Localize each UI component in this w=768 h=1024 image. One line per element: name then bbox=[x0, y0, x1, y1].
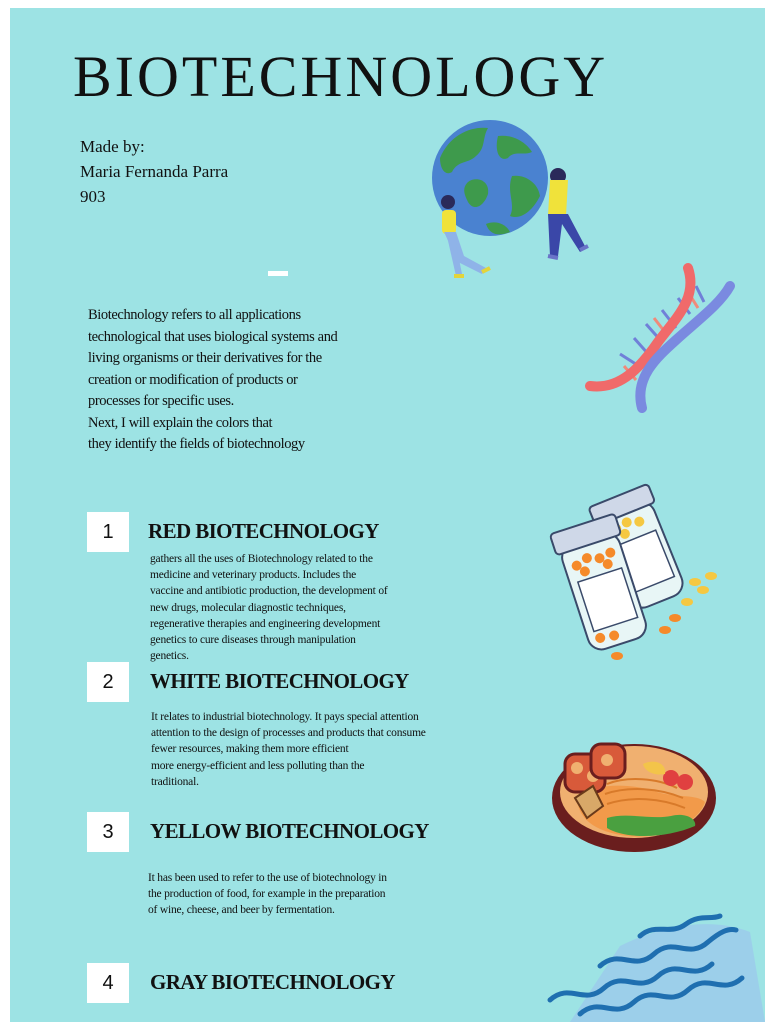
made-by-label: Made by: bbox=[80, 137, 145, 156]
poster bbox=[10, 8, 765, 1022]
section-line: of wine, cheese, and beer by fermentation. bbox=[148, 904, 335, 917]
section-line: genetics to cure diseases through manipulation bbox=[150, 634, 356, 647]
section-line: It has been used to refer to the use of biotechnology in bbox=[148, 872, 387, 884]
water-waves-icon bbox=[540, 906, 765, 1022]
author-group: 903 bbox=[80, 187, 106, 206]
section-number: 3 bbox=[87, 812, 129, 852]
section-number: 1 bbox=[87, 512, 129, 552]
section-title: YELLOW BIOTECHNOLOGY bbox=[150, 819, 429, 843]
section-body bbox=[150, 551, 388, 664]
section-line: new drugs, molecular diagnostic techniques, bbox=[150, 601, 346, 614]
section-line: more energy-efficient and less polluting than the bbox=[151, 759, 365, 772]
page-title: BIOTECHNOLOGY bbox=[73, 44, 609, 109]
section-body bbox=[148, 870, 387, 919]
section-title: WHITE BIOTECHNOLOGY bbox=[150, 669, 409, 693]
intro-paragraph bbox=[88, 305, 388, 456]
section-line: gathers all the uses of Biotechnology related to the bbox=[150, 553, 373, 565]
section-line: regenerative therapies and engineering development bbox=[150, 617, 381, 630]
divider-dash bbox=[268, 271, 288, 276]
intro-line: Next, I will explain the colors that bbox=[88, 414, 273, 431]
section-number: 2 bbox=[87, 662, 129, 702]
section-line: fewer resources, making them more efficient bbox=[151, 743, 349, 756]
section-body bbox=[151, 709, 426, 790]
section-line: It relates to industrial biotechnology. It pays special attention bbox=[151, 711, 419, 723]
intro-line: creation or modification of products or bbox=[88, 371, 298, 388]
intro-line: technological that uses biological systems and bbox=[88, 328, 338, 345]
section-line: the production of food, for example in the preparation bbox=[148, 888, 386, 901]
section-line: traditional. bbox=[151, 775, 199, 788]
intro-line: Biotechnology refers to all applications bbox=[88, 307, 301, 323]
dna-helix-icon bbox=[580, 258, 740, 418]
intro-line: processes for specific uses. bbox=[88, 393, 234, 409]
pill-bottles-icon bbox=[545, 478, 730, 663]
food-bowl-icon bbox=[547, 736, 722, 856]
section-line: genetics. bbox=[150, 650, 189, 663]
section-line: attention to the design of processes and products that consume bbox=[151, 727, 426, 740]
intro-line: living organisms or their derivatives for the bbox=[88, 350, 322, 366]
globe-people-icon bbox=[428, 116, 593, 286]
section-line: medicine and veterinary products. Includes the bbox=[150, 569, 357, 582]
author-block bbox=[80, 134, 228, 209]
intro-line: they identify the fields of biotechnology bbox=[88, 436, 305, 452]
section-number: 4 bbox=[87, 963, 129, 1003]
section-title: RED BIOTECHNOLOGY bbox=[148, 519, 379, 543]
section-title: GRAY BIOTECHNOLOGY bbox=[150, 970, 395, 994]
author-name: Maria Fernanda Parra bbox=[80, 162, 229, 181]
section-line: vaccine and antibiotic production, the development of bbox=[150, 585, 388, 598]
